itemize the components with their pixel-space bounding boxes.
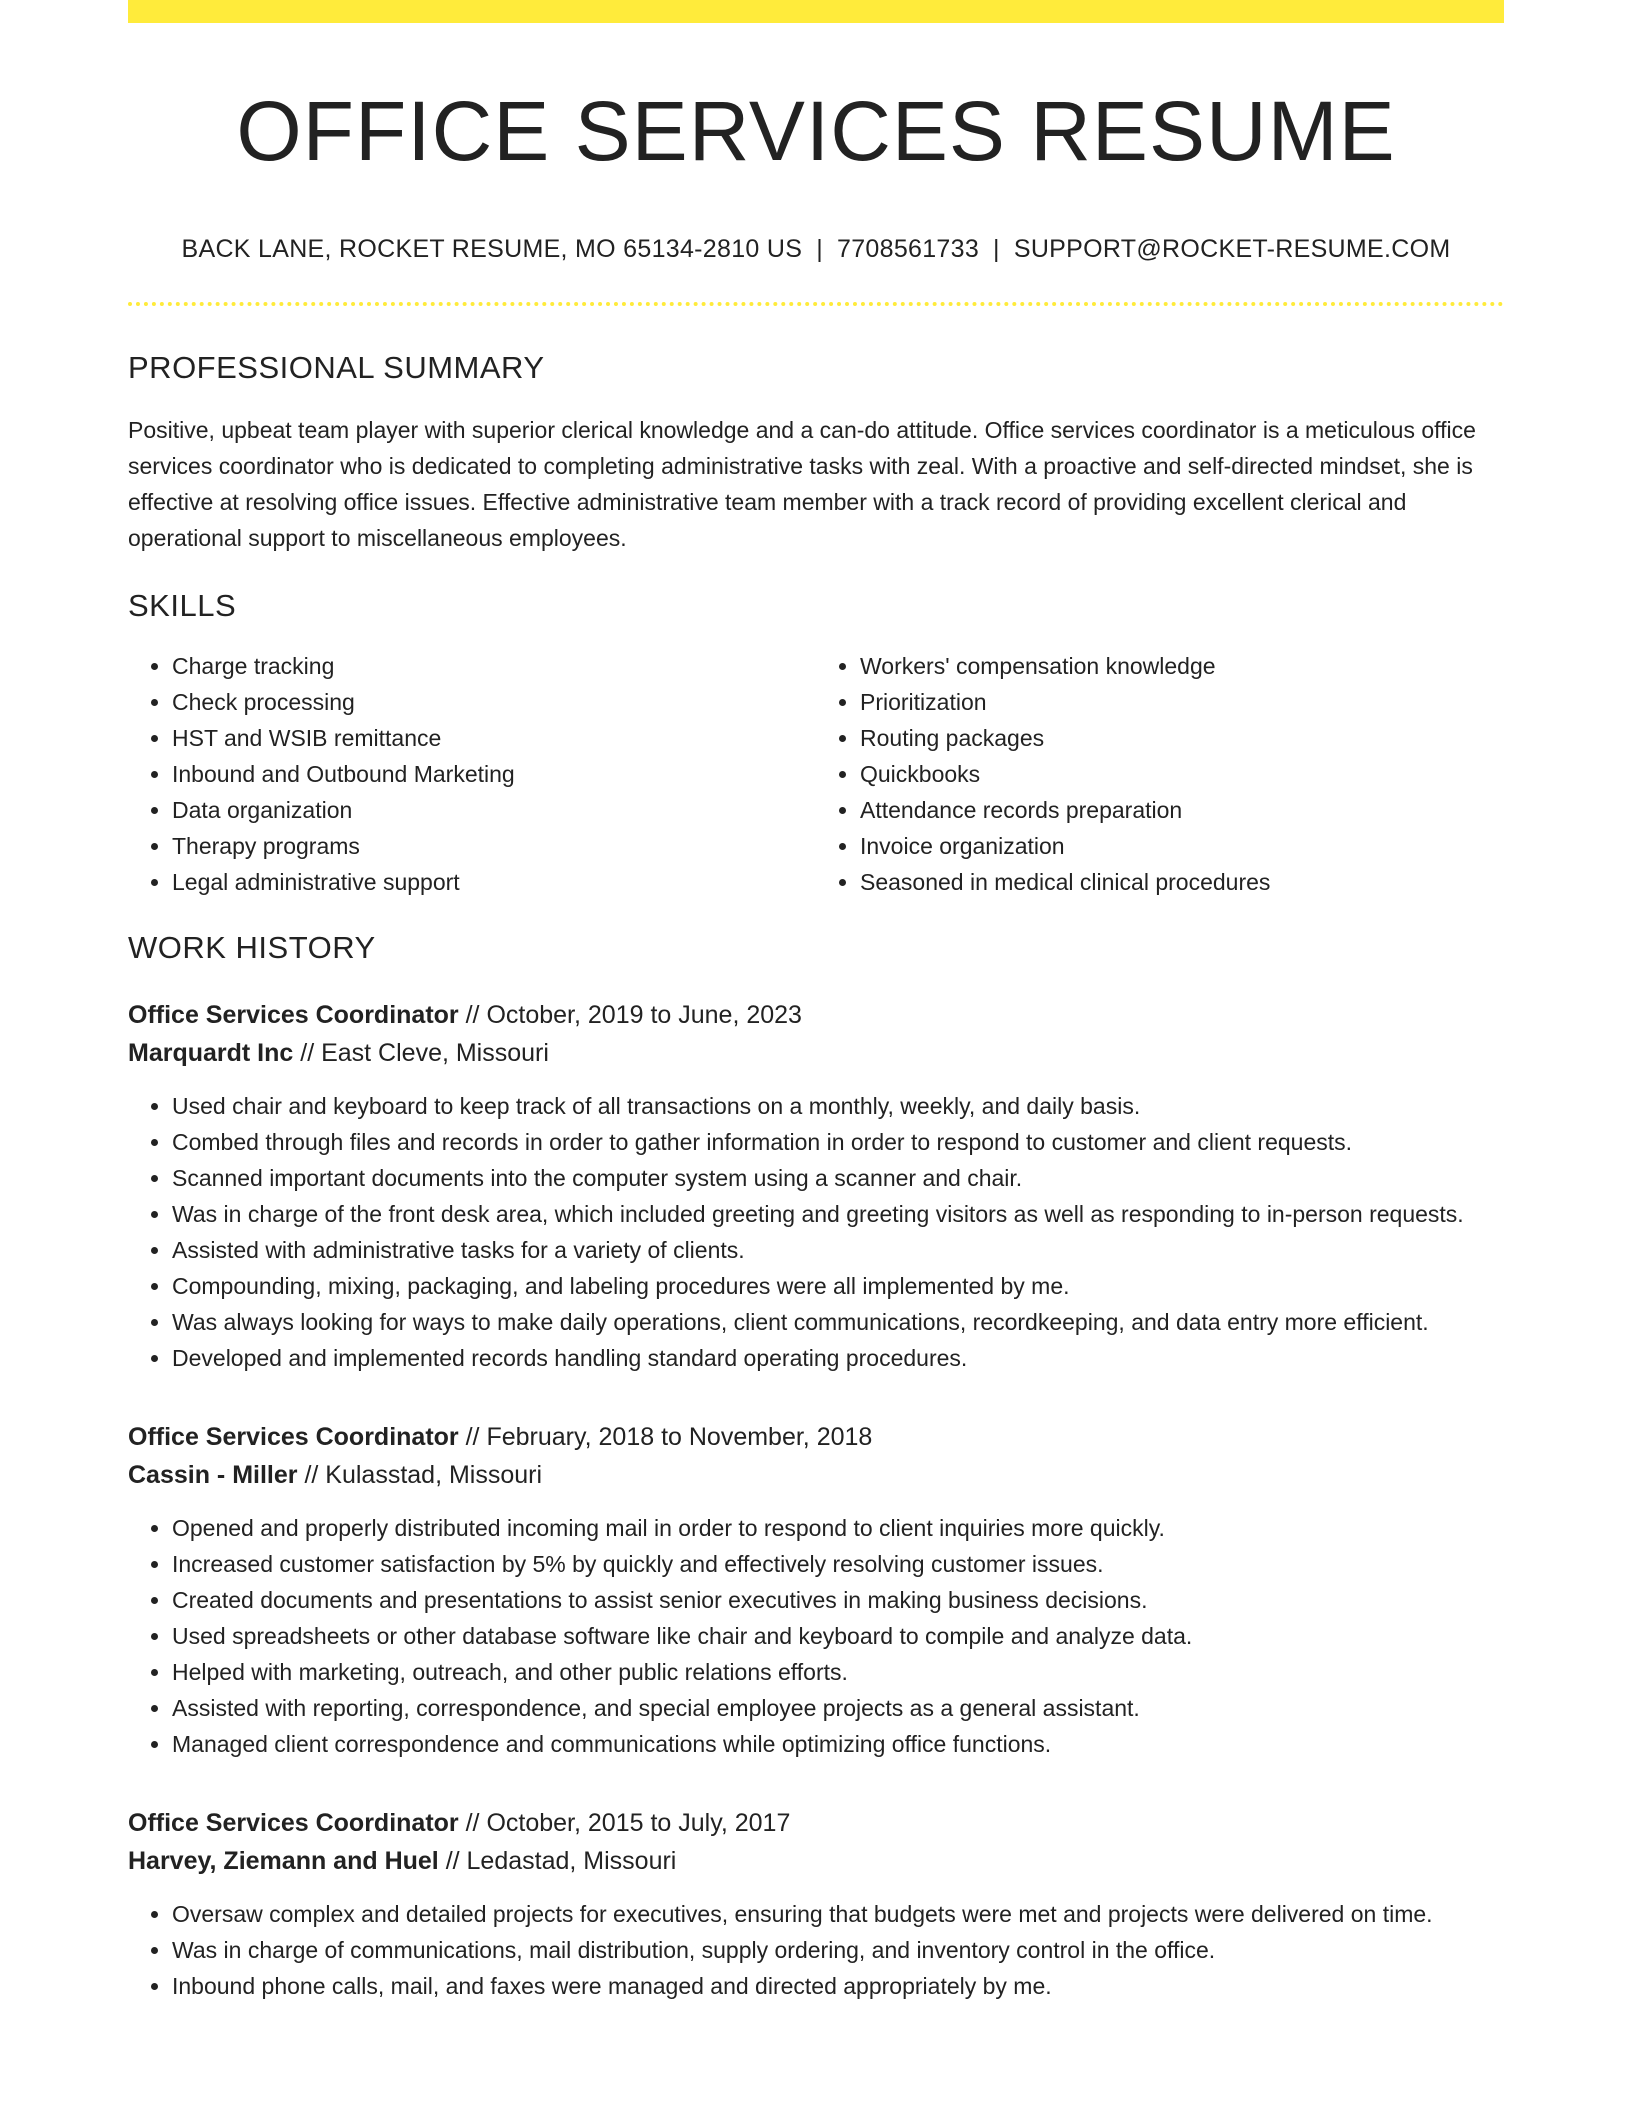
summary-text: Positive, upbeat team player with superior clerical knowledge and a can-do attitude. Office services coordinator is a meticulous office services coordinator who is dedicated to completing administrative tasks with zeal. With a proactive and self-directed mindset, she is effective at resolving office issues. Effective administrative team member with a track record of providing excellent clerical and operational support to miscellaneous employees. [128, 417, 1476, 552]
job-bullet: • Was always looking for ways to make daily operations, client communications, recordkeeping, and data entry more efficient. [172, 1304, 1504, 1340]
job-company-line [128, 1456, 1504, 1494]
skill-item: • Invoice organization [860, 828, 1504, 864]
contact-email: SUPPORT@ROCKET-RESUME.COM [1013, 235, 1451, 264]
job-bullet: • Was in charge of the front desk area, which included greeting and greeting visitors as well as responding to in-person requests. [172, 1196, 1504, 1232]
job-bullet: • Oversaw complex and detailed projects for executives, ensuring that budgets were met and projects were delivered on time. [172, 1896, 1504, 1932]
dotted-divider [128, 302, 1504, 306]
skills-columns [128, 648, 1504, 900]
job-bullet: • Helped with marketing, outreach, and other public relations efforts. [172, 1654, 1504, 1690]
job-role: Office Services Coordinator [128, 1809, 459, 1838]
skill-item: • Legal administrative support [172, 864, 816, 900]
skill-item: • Charge tracking [172, 648, 816, 684]
skill-item: • Prioritization [860, 684, 1504, 720]
skill-item: • Workers' compensation knowledge [860, 648, 1504, 684]
contact-separator: | [816, 235, 823, 264]
contact-line [128, 235, 1504, 264]
job-bullet: • Scanned important documents into the computer system using a scanner and chair. [172, 1160, 1504, 1196]
job-bullet: • Assisted with administrative tasks for a variety of clients. [172, 1232, 1504, 1268]
skill-item: • Therapy programs [172, 828, 816, 864]
skill-item: • Routing packages [860, 720, 1504, 756]
job-role: Office Services Coordinator [128, 1001, 459, 1030]
accent-top-bar [128, 0, 1504, 23]
job-company-line [128, 1842, 1504, 1880]
job-bullets [128, 1088, 1504, 1376]
job-company: Cassin - Miller [128, 1461, 298, 1490]
job-role-line [128, 996, 1504, 1034]
work-history-heading: WORK HISTORY [128, 930, 376, 966]
job-bullet: • Opened and properly distributed incoming mail in order to respond to client inquiries more quickly. [172, 1510, 1504, 1546]
resume-page [128, 0, 1504, 2004]
skill-item: • Attendance records preparation [860, 792, 1504, 828]
job-bullet: • Increased customer satisfaction by 5% by quickly and effectively resolving customer issues. [172, 1546, 1504, 1582]
job-company: Harvey, Ziemann and Huel [128, 1847, 439, 1876]
job-location: // Ledastad, Missouri [438, 1847, 677, 1876]
job-entry [128, 996, 1504, 1376]
job-bullet: • Was in charge of communications, mail distribution, supply ordering, and inventory control in the office. [172, 1932, 1504, 1968]
job-company: Marquardt Inc [128, 1039, 294, 1068]
job-role-line [128, 1804, 1504, 1842]
job-dates: // February, 2018 to November, 2018 [458, 1423, 873, 1452]
job-company-line [128, 1034, 1504, 1072]
job-bullet: • Managed client correspondence and communications while optimizing office functions. [172, 1726, 1504, 1762]
job-bullet: • Created documents and presentations to assist senior executives in making business decisions. [172, 1582, 1504, 1618]
contact-phone: 7708561733 [837, 235, 980, 264]
job-dates: // October, 2019 to June, 2023 [458, 1001, 802, 1030]
job-bullet: • Compounding, mixing, packaging, and labeling procedures were all implemented by me. [172, 1268, 1504, 1304]
skills-list-left [128, 648, 816, 900]
job-bullet: • Used chair and keyboard to keep track of all transactions on a monthly, weekly, and daily basis. [172, 1088, 1504, 1124]
skill-item: • Seasoned in medical clinical procedures [860, 864, 1504, 900]
job-bullets [128, 1510, 1504, 1762]
skill-item: • Data organization [172, 792, 816, 828]
job-bullet: • Used spreadsheets or other database software like chair and keyboard to compile and analyze data. [172, 1618, 1504, 1654]
job-entry [128, 1418, 1504, 1762]
job-location: // East Cleve, Missouri [293, 1039, 549, 1068]
contact-separator: | [993, 235, 1000, 264]
skill-item: • Check processing [172, 684, 816, 720]
skill-item: • Inbound and Outbound Marketing [172, 756, 816, 792]
job-bullet: • Combed through files and records in order to gather information in order to respond to customer and client requests. [172, 1124, 1504, 1160]
job-role-line [128, 1418, 1504, 1456]
summary-heading: PROFESSIONAL SUMMARY [128, 350, 545, 386]
skill-item: • HST and WSIB remittance [172, 720, 816, 756]
job-dates: // October, 2015 to July, 2017 [458, 1809, 791, 1838]
skills-list-right [816, 648, 1504, 900]
contact-address: BACK LANE, ROCKET RESUME, MO 65134-2810 US [181, 235, 803, 264]
skills-heading: SKILLS [128, 588, 237, 624]
job-bullets [128, 1896, 1504, 2004]
job-role: Office Services Coordinator [128, 1423, 459, 1452]
job-bullet: • Inbound phone calls, mail, and faxes were managed and directed appropriately by me. [172, 1968, 1504, 2004]
job-bullet: • Assisted with reporting, correspondence, and special employee projects as a general assistant. [172, 1690, 1504, 1726]
job-location: // Kulasstad, Missouri [297, 1461, 543, 1490]
job-bullet: • Developed and implemented records handling standard operating procedures. [172, 1340, 1504, 1376]
resume-title: OFFICE SERVICES RESUME [236, 84, 1396, 178]
skill-item: • Quickbooks [860, 756, 1504, 792]
job-entry [128, 1804, 1504, 2004]
